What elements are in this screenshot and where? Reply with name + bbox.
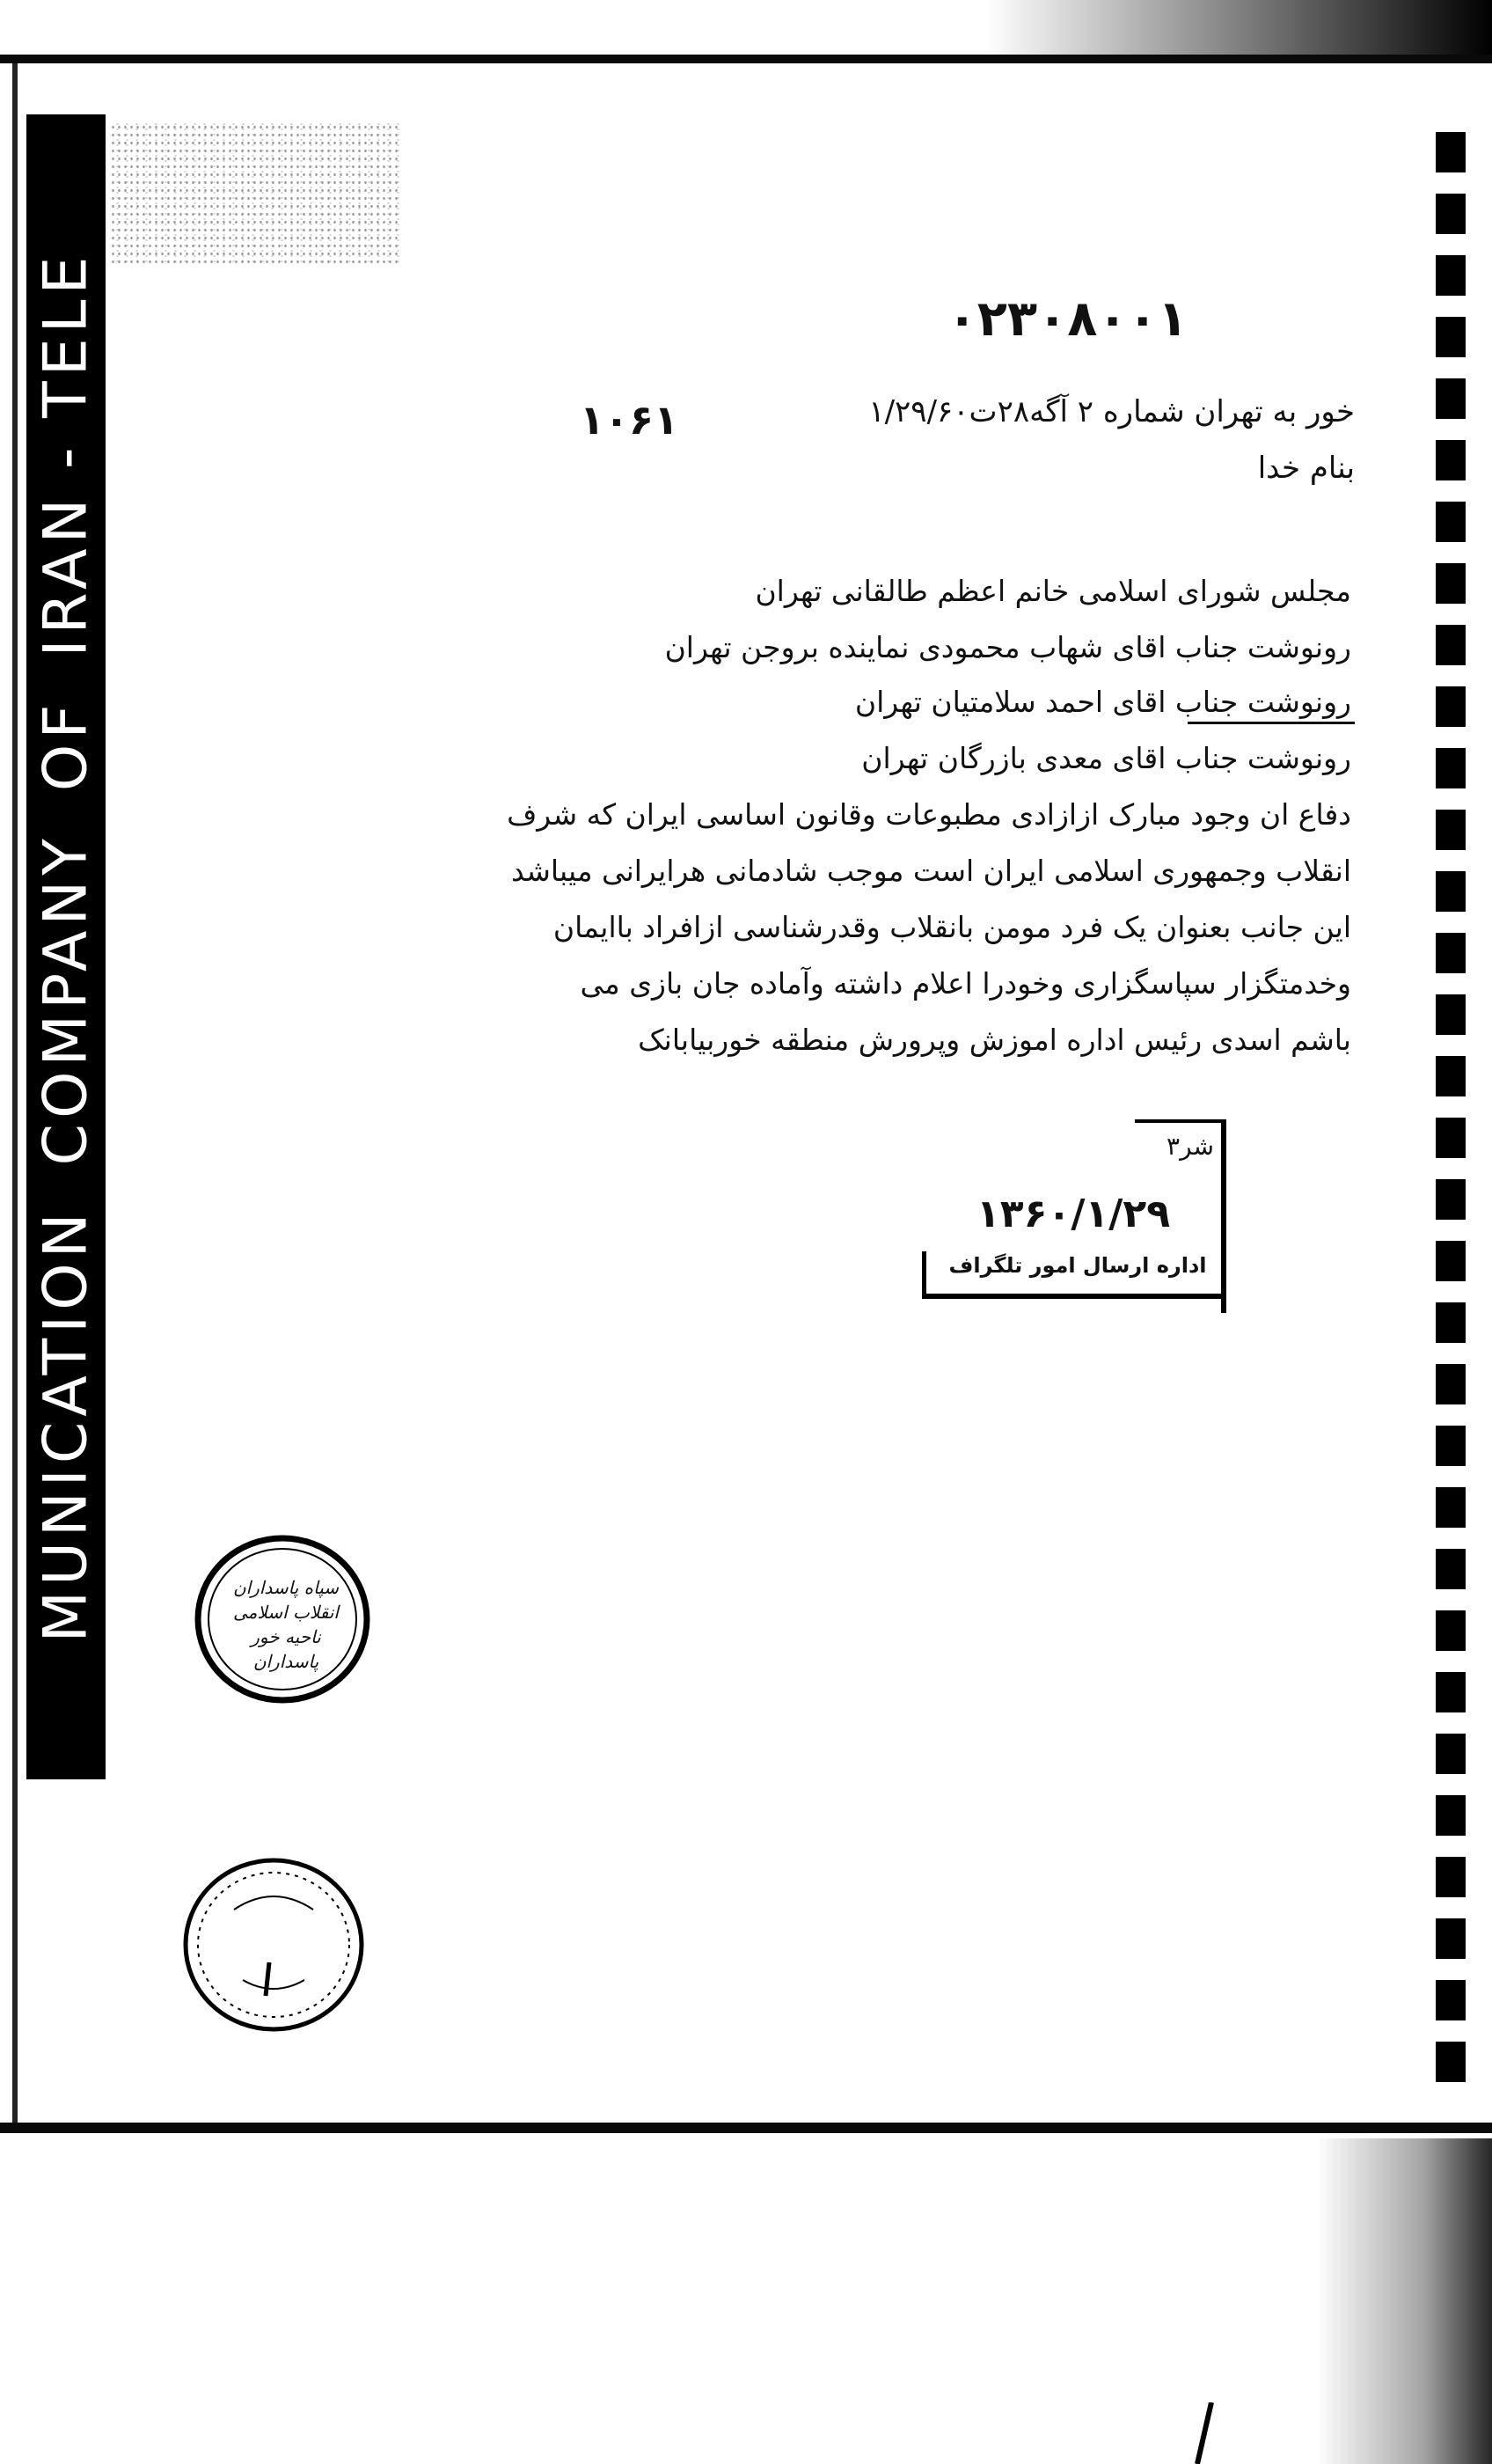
perforation-hole [1436, 1118, 1466, 1158]
perforation-hole [1436, 1487, 1466, 1528]
perforation-hole [1436, 1302, 1466, 1343]
perforation-hole [1436, 1056, 1466, 1096]
body-line: دفاع ان وجود مبارک ازازادی مطبوعات وقانون اساسی ایران که شرف [507, 797, 1351, 832]
body-line: این جانب بعنوان یک فرد مومن بانقلاب وقدرشناسی ازافراد باایمان [552, 910, 1351, 944]
side-banner-text [32, 114, 101, 1779]
perforation-hole [1436, 1672, 1466, 1712]
perforation-hole [1436, 502, 1466, 542]
pen-stroke-icon [1192, 2402, 1218, 2464]
seal-line: ناحیه خور [251, 1626, 321, 1647]
body-line: انقلاب وجمهوری اسلامی ایران است موجب شادمانی هرایرانی میباشد [510, 854, 1351, 888]
stamp-office-label: اداره ارسال امور تلگراف [948, 1253, 1207, 1278]
sheet-bottom-edge [0, 2123, 1492, 2133]
banner-part: COMPANY [31, 833, 101, 1166]
side-banner [26, 114, 106, 1779]
perforation-hole [1436, 994, 1466, 1035]
perforation-hole [1436, 132, 1466, 172]
telegram-header-line: خور به تهران شماره ۲ آگه۲۸ت۱/۲۹/۶۰ [868, 394, 1355, 429]
perforation-hole [1436, 2042, 1466, 2082]
stamp-date: ۱۳۶۰/۱/۲۹ [976, 1192, 1171, 1236]
seal-line: سپاه پاسداران انقلاب اسلامی [232, 1577, 340, 1623]
stamp-border [1135, 1119, 1226, 1123]
addressee-line: رونوشت جناب اقای احمد سلامتیان تهران [854, 685, 1351, 719]
perforation-hole [1436, 625, 1466, 665]
addressee-line: مجلس شورای اسلامی خانم اعظم طالقانی تهران [755, 574, 1351, 608]
lower-page [0, 2133, 1492, 2464]
seal-text [220, 1575, 352, 1672]
perforation-hole [1436, 1426, 1466, 1466]
perforation-hole [1436, 1610, 1466, 1651]
addressee-line: رونوشت جناب اقای معدی بازرگان تهران [861, 741, 1351, 775]
stamp-border [922, 1294, 1226, 1299]
serial-number: ۰۲۳۰۸۰۰۱ [947, 290, 1188, 348]
perforation-hole [1436, 748, 1466, 788]
underline-mark [1188, 722, 1355, 724]
receipt-stamp [915, 1119, 1232, 1313]
seal-line: پاسداران [252, 1651, 319, 1672]
addressee-line: رونوشت جناب اقای شهاب محمودی نماینده بروجن تهران [664, 630, 1351, 664]
perforation-hole [1436, 1734, 1466, 1774]
perforation-hole [1436, 1241, 1466, 1281]
perforation-hole [1436, 255, 1466, 296]
page-top-edge [0, 55, 1492, 63]
scan-shadow-top [985, 0, 1492, 55]
perforation-hole [1436, 440, 1466, 480]
perforation-hole [1436, 933, 1466, 973]
perforation-strip [1436, 132, 1471, 2121]
faint-seal-icon [172, 1848, 375, 2042]
perforation-hole [1436, 1795, 1466, 1836]
perforation-hole [1436, 1549, 1466, 1589]
perforation-hole [1436, 1364, 1466, 1404]
perforation-hole [1436, 1179, 1466, 1220]
body-line: وخدمتگزار سپاسگزاری وخودرا اعلام داشته وآماده جان بازی می [580, 966, 1351, 1001]
sheet-left-edge [12, 63, 18, 2123]
stamp-border [922, 1251, 926, 1299]
perforation-hole [1436, 686, 1466, 727]
perforation-hole [1436, 194, 1466, 234]
perforation-hole [1436, 378, 1466, 419]
banner-part: IRAN - TELE [31, 251, 101, 657]
body-line: باشم اسدی رئیس اداره اموزش وپرورش منطقه خوربیابانک [638, 1023, 1351, 1057]
perforation-hole [1436, 563, 1466, 604]
perforation-hole [1436, 1857, 1466, 1897]
banner-part: MUNICATION [31, 1207, 101, 1643]
stamp-code: شر۳ [1167, 1132, 1214, 1161]
perforation-hole [1436, 871, 1466, 912]
perforation-hole [1436, 810, 1466, 850]
scan-speckle [110, 123, 400, 264]
message-number: ۱۰۶۱ [579, 396, 679, 444]
perforation-hole [1436, 1980, 1466, 2020]
banner-part: OF [31, 699, 101, 792]
telegram-sheet [12, 63, 1434, 2123]
perforation-hole [1436, 1918, 1466, 1959]
scan-shadow-bottom [1316, 2138, 1492, 2464]
salutation: بنام خدا [1257, 451, 1355, 486]
perforation-hole [1436, 317, 1466, 357]
